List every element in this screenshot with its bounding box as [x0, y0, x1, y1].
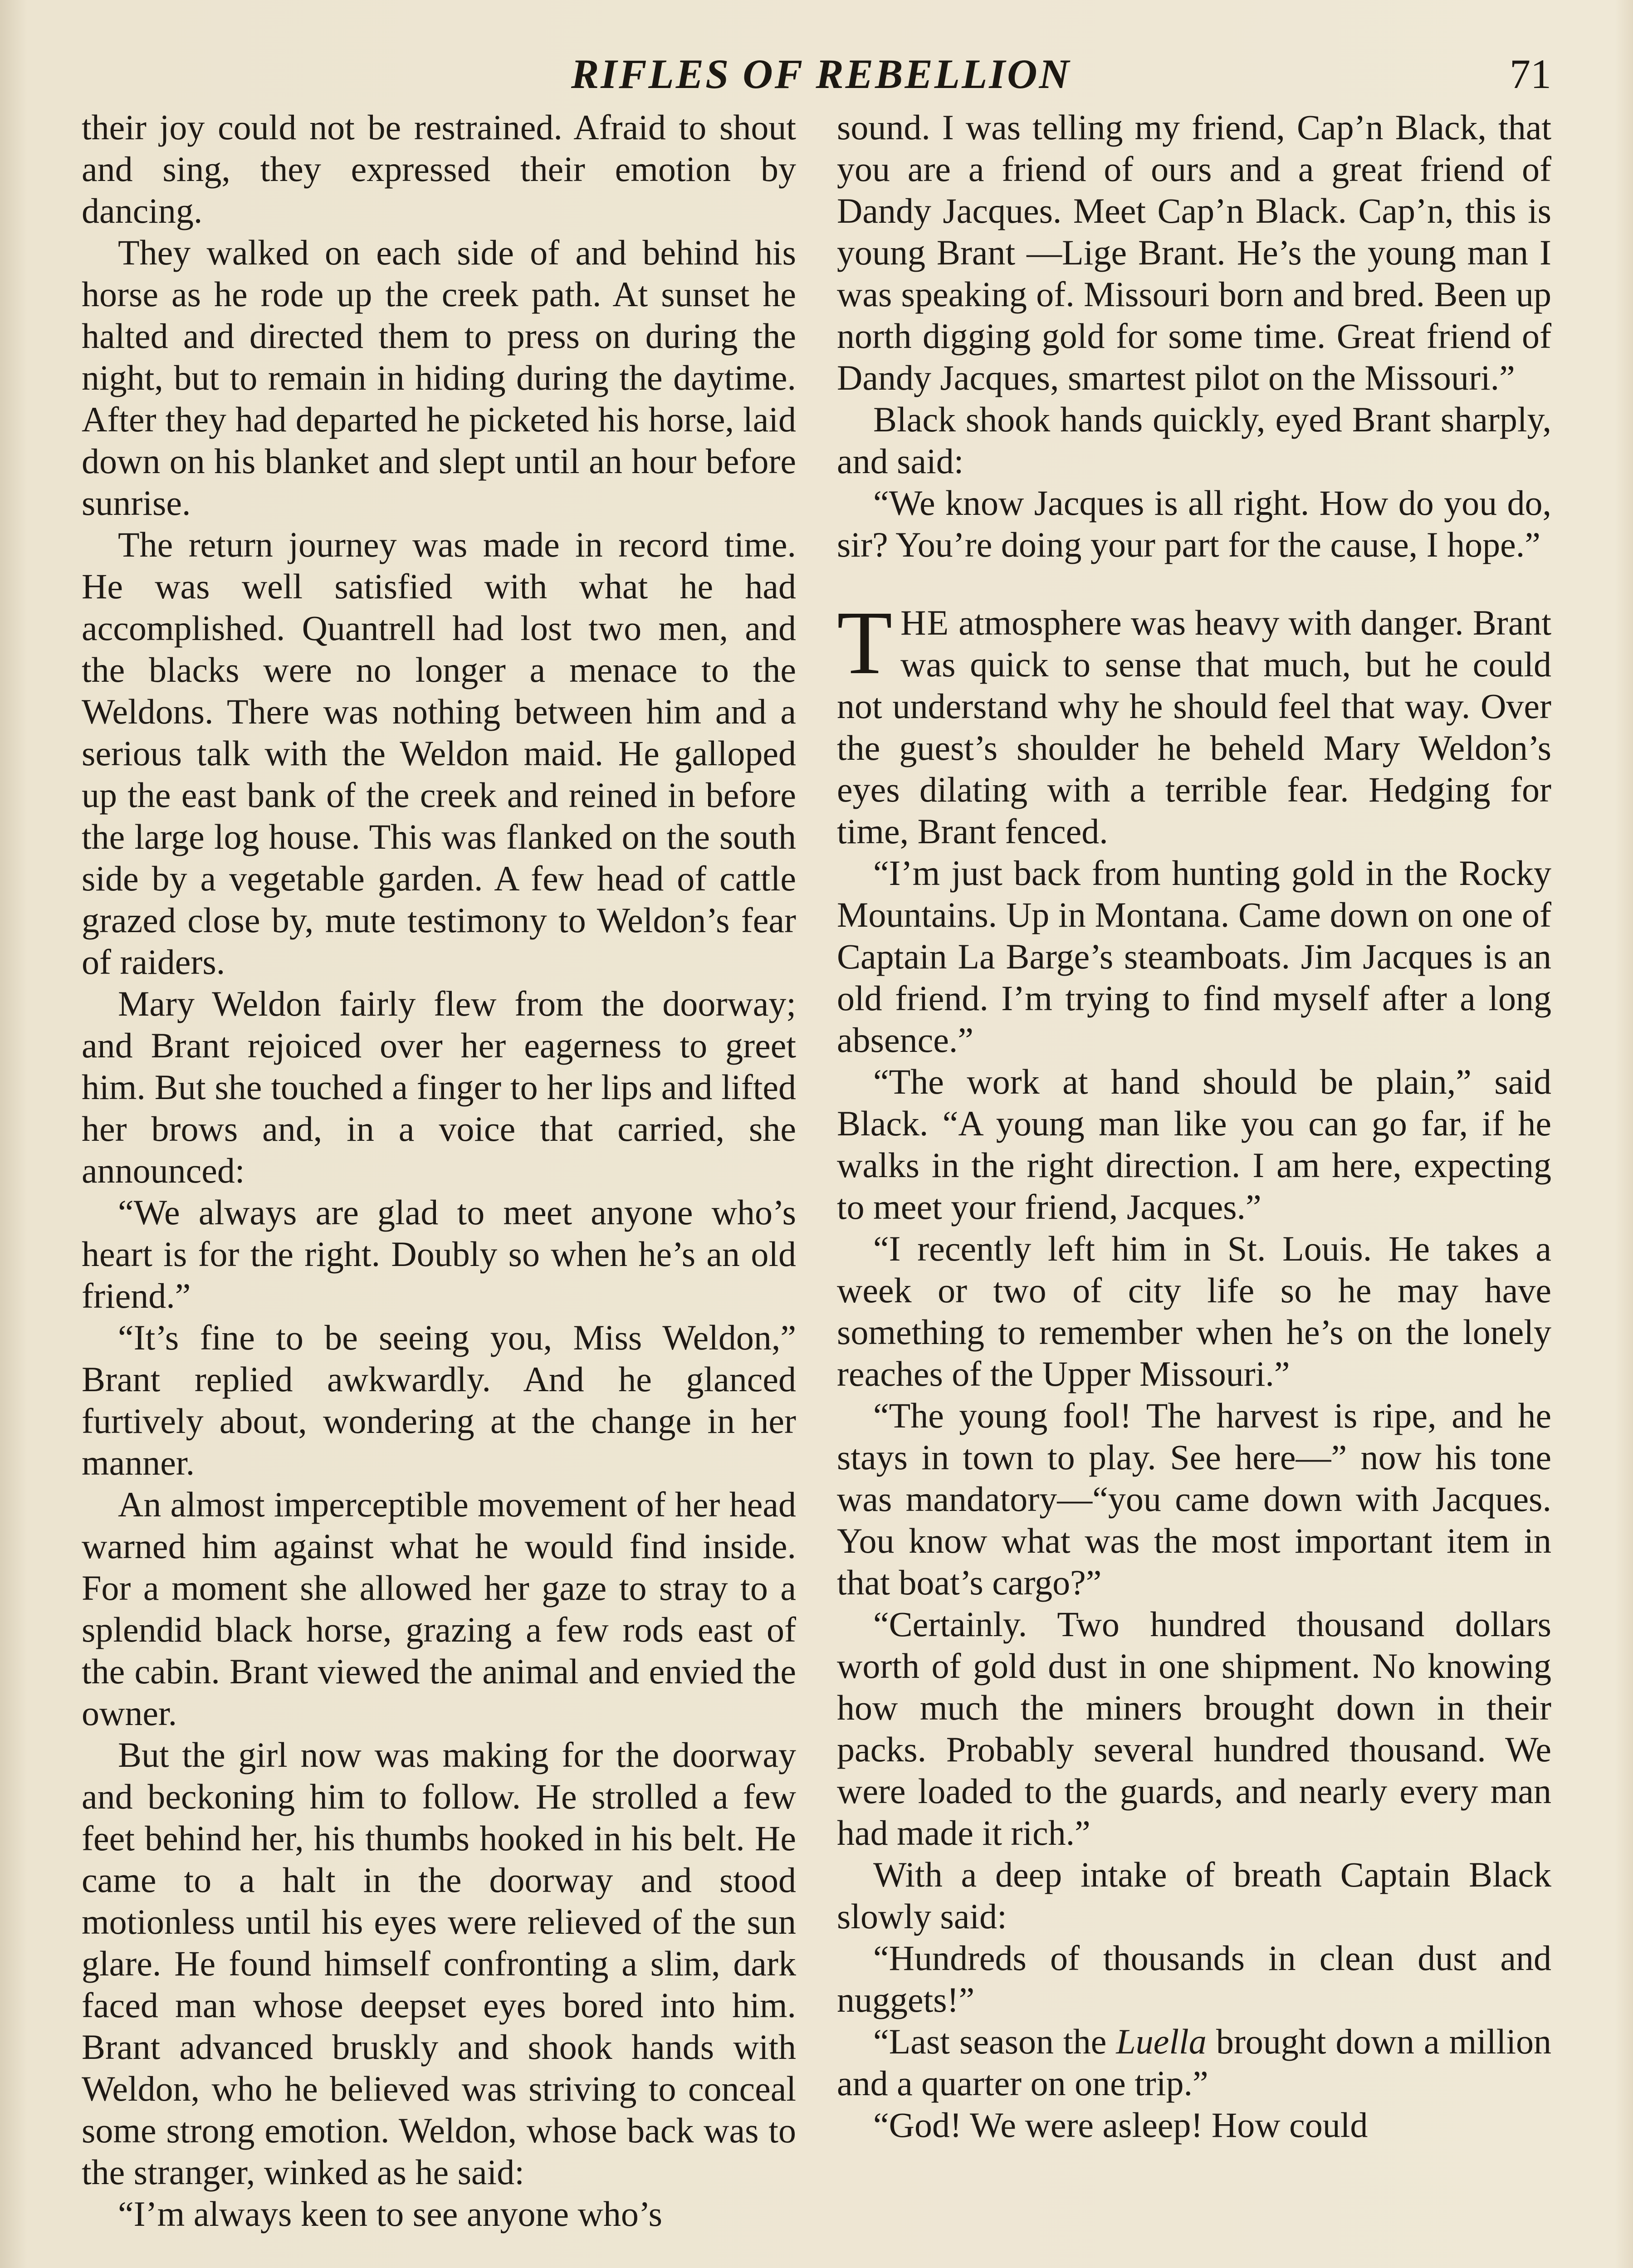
paragraph: “Hundreds of thousands in clean dust and nuggets!”	[837, 1938, 1551, 2019]
paragraph: An almost imperceptible movement of her head warned him against what he would find inside. For a moment she allowed her gaze to stray to a splendid black horse, grazing a few rods east of the cabin. Brant viewed the animal and envied the owner.	[82, 1485, 796, 1733]
paragraph: “Certainly. Two hundred thousand dollars worth of gold dust in one shipment. No knowing how much the miners brought down in their packs. Probably several hundred thousand. We were loaded to the guards, and nearly every man had made it rich.”	[837, 1604, 1551, 1853]
paragraph	[837, 2021, 1551, 2104]
paragraph: “The young fool! The harvest is ripe, and he stays in town to play. See here—” now his tone was mandatory—“you came down with Jacques. You know what was the most important item in that boat’s cargo?”	[837, 1396, 1551, 1602]
section-opening-paragraph	[837, 593, 1551, 852]
small-caps-lead: HE	[900, 603, 950, 642]
paragraph: “I’m always keen to see anyone who’s	[118, 2194, 662, 2234]
paragraph: “I’m just back from hunting gold in the Rocky Mountains. Up in Montana. Came down on one of Captain La Barge’s steamboats. Jim Jacques is an old friend. I’m trying to find myself after a long absence.”	[837, 853, 1551, 1060]
paragraph: sound. I was telling my friend, Cap’n Black, that you are a friend of ours and a great friend of Dandy Jacques. Meet Cap’n Black. Cap’n, this is young Brant —Lige Brant. He’s the young man I was speaking of. Missouri born and bred. Been up north digging gold for some time. Great friend of Dandy Jacques, smartest pilot on the Missouri.”	[837, 108, 1551, 397]
page-header	[82, 50, 1560, 104]
text-columns	[82, 107, 1551, 2268]
paragraph: “We always are glad to meet anyone who’s heart is for the right. Doubly so when he’s an old friend.”	[82, 1193, 796, 1315]
paragraph-text: “Last season the	[873, 2022, 1116, 2061]
ship-name: Luella	[1116, 2022, 1207, 2061]
paragraph: The return journey was made in record time. He was well satisfied with what he had accomplished. Quantrell had lost two men, and the blacks were no longer a menace to the Weldons. There was nothing between him and a serious talk with the Weldon maid. He galloped up the east bank of the creek and reined in before the large log house. This was flanked on the south side by a vegetable garden. A few head of cattle grazed close by, mute testimony to Weldon’s fear of raiders.	[82, 525, 796, 982]
drop-cap: T	[837, 593, 893, 693]
left-column	[82, 107, 796, 2268]
paragraph: “The work at hand should be plain,” said Black. “A young man like you can go far, if he walks in the right direction. I am here, expecting to meet your friend, Jacques.”	[837, 1062, 1551, 1227]
right-column	[837, 107, 1551, 2268]
paragraph: Mary Weldon fairly flew from the doorway; and Brant rejoiced over her eagerness to greet him. But she touched a finger to her lips and lifted her brows and, in a voice that carried, she announced:	[82, 984, 796, 1190]
page-number: 71	[1510, 51, 1551, 97]
paragraph: With a deep intake of breath Captain Black slowly said:	[837, 1855, 1551, 1936]
paragraph: But the girl now was making for the doorway and beckoning him to follow. He strolled a few feet behind her, his thumbs hooked in his belt. He came to a halt in the doorway and stood motionless until his eyes were relieved of the sun glare. He found himself confronting a slim, dark faced man whose deepset eyes bored into him. Brant advanced bruskly and shook hands with Weldon, who he believed was striving to conceal some strong emotion. Weldon, whose back was to the stranger, winked as he said:	[82, 1735, 796, 2192]
paragraph: They walked on each side of and behind his horse as he rode up the creek path. At sunset he halted and directed them to press on during the night, but to remain in hiding during the daytime. After they had departed he picketed his horse, laid down on his blanket and slept until an hour before sunrise.	[82, 233, 796, 523]
paragraph: “I recently left him in St. Louis. He takes a week or two of city life so he may have something to remember when he’s on the lonely reaches of the Upper Missouri.”	[837, 1229, 1551, 1393]
paragraph: “We know Jacques is all right. How do you do, sir? You’re doing your part for the cause, I hope.”	[837, 483, 1551, 564]
paragraph: their joy could not be restrained. Afraid to shout and sing, they expressed their emotion by dancing.	[82, 108, 796, 230]
paragraph: “It’s fine to be seeing you, Miss Weldon,” Brant replied awkwardly. And he glanced furtively about, wondering at the change in her manner.	[82, 1318, 796, 1482]
paragraph: Black shook hands quickly, eyed Brant sharply, and said:	[837, 400, 1551, 481]
running-title: RIFLES OF REBELLION	[571, 51, 1071, 97]
paragraph-text: brought down a million and a quarter on one trip.”	[837, 2022, 1551, 2103]
paragraph-text: atmosphere was heavy with danger. Brant was quick to sense that much, but he could not understand why he should feel that way. Over the guest’s shoulder he beheld Mary Weldon’s eyes dilating with a terrible fear. Hedging for time, Brant fenced.	[837, 603, 1551, 851]
paragraph: “God! We were asleep! How could	[873, 2105, 1368, 2145]
